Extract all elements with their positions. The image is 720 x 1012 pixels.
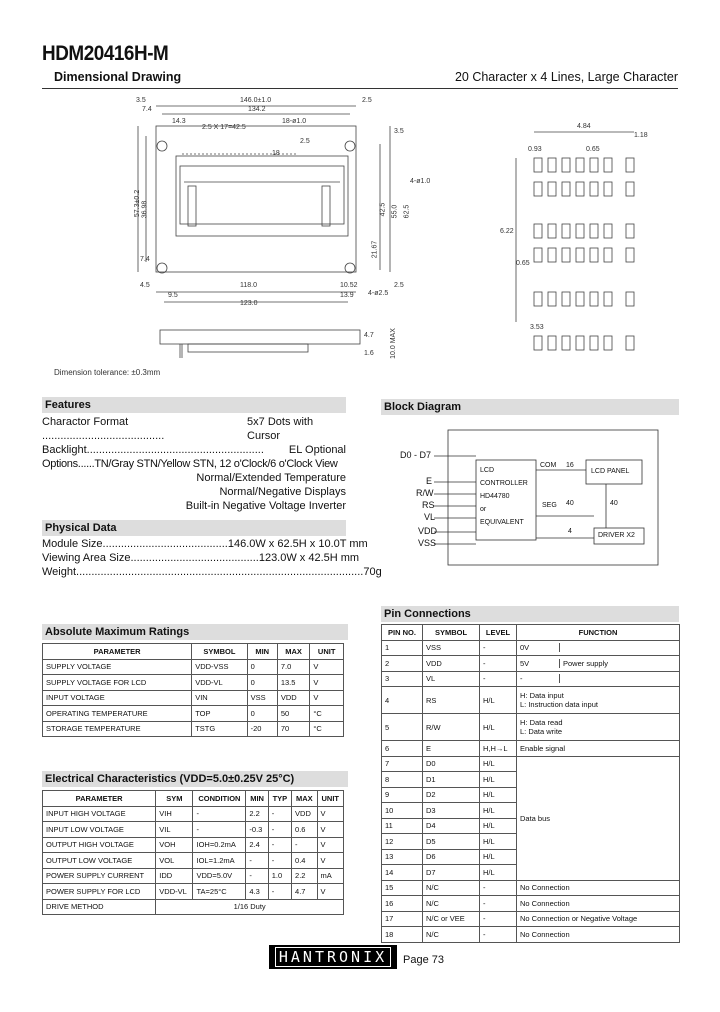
dim-label: 6.22: [500, 228, 514, 235]
dim-label: 123.0: [240, 300, 258, 307]
table-row: 3 VL - -: [382, 671, 680, 687]
dim-label: 118.0: [240, 282, 257, 289]
table-row: 14 D7 H/L: [382, 865, 680, 881]
table-row: SUPPLY VOLTAGE VDD-VSS 0 7.0 V: [43, 659, 344, 675]
dim-label: 4-ø1.0: [410, 178, 431, 185]
dim-label: 10.52: [340, 282, 358, 289]
table-row: 5 R/W H/L H: Data read L: Data write: [382, 714, 680, 741]
physical-line: Module Size......................................... 146.0W x 62.5H x 10.0T mm: [42, 538, 368, 550]
dim-label: 4.5: [140, 282, 150, 289]
module-outline: [156, 126, 356, 272]
electrical-heading: Electrical Characteristics (VDD=5.0±0.25V 25°C): [42, 771, 348, 787]
seg-out-count: 40: [610, 500, 618, 507]
table-row: SUPPLY VOLTAGE FOR LCD VDD-VL 0 13.5 V: [43, 675, 344, 691]
features-heading: Features: [42, 397, 346, 413]
dim-label: 0.93: [528, 146, 542, 153]
dim-label: 4.84: [577, 123, 591, 130]
block-input: VL: [424, 512, 436, 522]
dim-label: 2.5: [362, 97, 372, 104]
table-row: OPERATING TEMPERATURE TOP 0 50 °C: [43, 706, 344, 722]
table-header-row: PARAMETER SYMBOL MIN MAX UNIT: [43, 644, 344, 660]
electrical-table: [42, 790, 344, 915]
table-row: OUTPUT LOW VOLTAGE VOL IOL=1.2mA - - 0.4 V: [43, 853, 344, 869]
profile-outline: [160, 330, 360, 344]
feature-line: Options......TN/Gray STN/Yellow STN, 12 o'Clock/6 o'Clock View: [42, 458, 338, 470]
block-input: D0 - D7: [400, 450, 432, 460]
header-rule: [42, 88, 678, 89]
block-input: VSS: [418, 538, 437, 548]
lcd-panel-label: LCD PANEL: [591, 468, 630, 475]
power-group-label: Power supply: [563, 658, 609, 668]
dim-label: 42.5: [379, 202, 387, 217]
dim-label: 55.0: [391, 204, 399, 219]
dim-label: 2.5 X 17=42.5: [202, 124, 246, 131]
dim-label: 7.4: [140, 256, 150, 263]
com-label: COM: [540, 462, 557, 469]
table-row: INPUT VOLTAGE VIN VSS VDD V: [43, 690, 344, 706]
table-header-row: PARAMETER SYM CONDITION MIN TYP MAX UNIT: [43, 791, 344, 807]
table-row: POWER SUPPLY CURRENT IDD VDD=5.0V - 1.0 2.2 mA: [43, 868, 344, 884]
table-row: 4 RS H/L H: Data input L: Instruction data input: [382, 687, 680, 714]
dim-label: 18: [272, 150, 280, 157]
feature-line: Backlight.......................................................... EL Optional: [42, 444, 346, 456]
table-row: 13 D6 H/L: [382, 849, 680, 865]
table-row: 17 N/C or VEE - No Connection or Negative Voltage: [382, 911, 680, 927]
table-row: 12 D5 H/L: [382, 834, 680, 850]
pins-table: [381, 624, 680, 943]
abs-max-table: [42, 643, 344, 737]
dim-label: 3.5: [394, 128, 404, 135]
table-row: 7 D0 H/L Data bus: [382, 756, 680, 772]
table-header-row: PIN NO. SYMBOL LEVEL FUNCTION: [382, 625, 680, 641]
physical-heading: Physical Data: [42, 520, 346, 536]
dim-label: 36.98: [141, 200, 149, 219]
block-input: RS: [422, 500, 435, 510]
dim-label: 2.5: [300, 138, 310, 145]
seg-count: 40: [566, 500, 574, 507]
table-row: OUTPUT HIGH VOLTAGE VOH IOH=0.2mA 2.4 - - V: [43, 837, 344, 853]
block-input: E: [426, 476, 433, 486]
dim-label: 1.18: [634, 132, 648, 139]
dim-label: 14.3: [172, 118, 186, 125]
company-logo: HANTRONIX: [269, 945, 397, 969]
feature-line: Normal/Extended Temperature: [196, 472, 346, 484]
physical-line: Viewing Area Size.......................................... 123.0W x 42.5H mm: [42, 552, 360, 564]
table-row: 2 VDD - 5V Power supply: [382, 656, 680, 672]
dim-label: 21.67: [371, 240, 379, 259]
page-number: Page 73: [403, 954, 444, 966]
dim-label: 4.7: [364, 332, 374, 339]
page-subtitle: 20 Character x 4 Lines, Large Character: [454, 70, 678, 84]
tolerance-note: Dimension tolerance: ±0.3mm: [54, 368, 161, 377]
page-title: HDM20416H-M: [42, 42, 169, 65]
driver-label: DRIVER X2: [598, 532, 635, 539]
dim-label: 146.0±1.0: [240, 97, 272, 104]
viewing-area: [180, 166, 344, 224]
feature-line: Charactor Format ........................................ 5x7 Dots with Cursor: [42, 416, 314, 442]
dim-label: 3.53: [530, 324, 544, 331]
feature-line: Built-in Negative Voltage Inverter: [185, 500, 346, 512]
dim-label: 7.4: [142, 106, 152, 113]
physical-list: [42, 537, 382, 579]
table-row: 11 D4 H/L: [382, 818, 680, 834]
dim-label: 10.0 MAX: [389, 328, 397, 359]
dim-label: 18-ø1.0: [282, 118, 307, 125]
dim-label: 57.3±0.2: [134, 189, 142, 218]
pins-heading: Pin Connections: [381, 606, 679, 622]
dim-label: 0.65: [586, 146, 600, 153]
com-count: 16: [566, 462, 574, 469]
block-input: R/W: [416, 488, 434, 498]
controller-label: LCD CONTROLLER HD44780 or EQUIVALENT: [480, 467, 528, 526]
feature-line: Normal/Negative Displays: [219, 486, 346, 498]
data-group-label: Data bus: [517, 756, 680, 880]
table-row: 8 D1 H/L: [382, 772, 680, 788]
features-list: [42, 415, 346, 513]
dimensional-drawing: [40, 92, 680, 392]
abs-max-heading: Absolute Maximum Ratings: [42, 624, 348, 640]
table-row: INPUT LOW VOLTAGE VIL - -0.3 - 0.6 V: [43, 822, 344, 838]
table-row: 15 N/C - No Connection: [382, 880, 680, 896]
table-row: 1 VSS - 0V: [382, 640, 680, 656]
block-input: VDD: [418, 526, 438, 536]
table-row: POWER SUPPLY FOR LCD VDD-VL TA=25°C 4.3 - 4.7 V: [43, 884, 344, 900]
table-row: STORAGE TEMPERATURE TSTG -20 70 °C: [43, 721, 344, 737]
character-cells: [534, 158, 634, 350]
dim-label: 0.65: [516, 260, 530, 267]
table-row: INPUT HIGH VOLTAGE VIH - 2.2 - VDD V: [43, 806, 344, 822]
block-heading: Block Diagram: [381, 399, 679, 415]
table-row: 16 N/C - No Connection: [382, 896, 680, 912]
table-row: 18 N/C - No Connection: [382, 927, 680, 943]
table-row: 9 D2 H/L: [382, 787, 680, 803]
driver-count: 4: [568, 528, 572, 535]
dim-label: 4-ø2.5: [368, 290, 389, 297]
section-title: Dimensional Drawing: [54, 70, 182, 84]
physical-line: Weight.............................................................................................. 70g: [42, 566, 382, 578]
table-row: 6 E H,H→L Enable signal: [382, 741, 680, 757]
dim-label: 1.6: [364, 350, 374, 357]
dim-label: 9.5: [168, 292, 178, 299]
dim-label: 62.5: [403, 204, 411, 219]
dim-label: 2.5: [394, 282, 404, 289]
seg-label: SEG: [542, 502, 557, 509]
table-row: 10 D3 H/L: [382, 803, 680, 819]
table-row: DRIVE METHOD 1/16 Duty: [43, 899, 344, 915]
dim-label: 134.2: [248, 106, 266, 113]
dim-label: 3.5: [136, 97, 146, 104]
dim-label: 13.9: [340, 292, 354, 299]
